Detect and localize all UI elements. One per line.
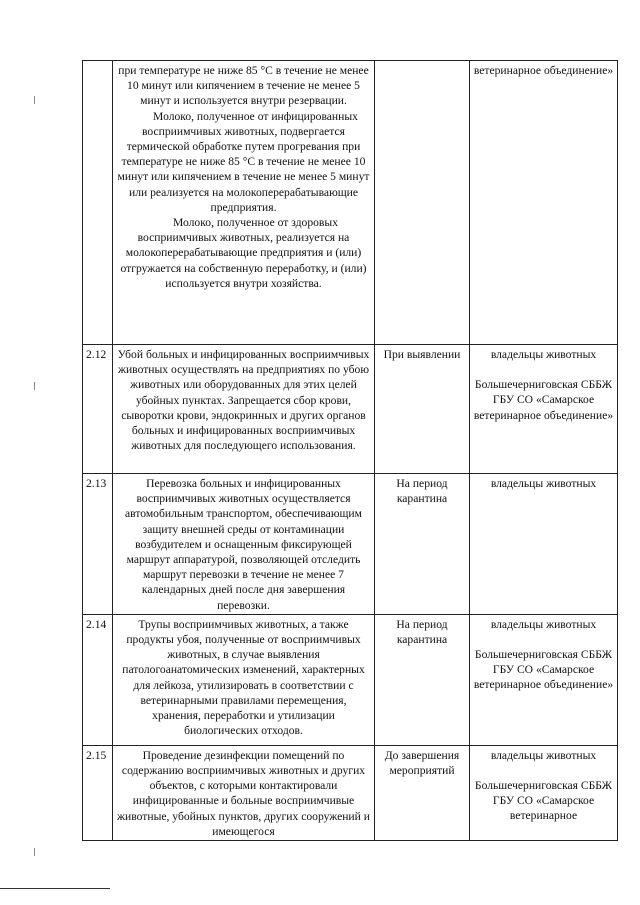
measure-paragraph: Убой больных и инфицированных восприимчивых животных осуществлять на предприятиях по убою животных или оборудованных для этих целей убойных пунктах. Запрещается сбор крови, сыворотки крови, эндокринных и других органов больных и инфицированных восприимчивых животных для последующего использования. — [117, 348, 370, 453]
measure-text — [113, 61, 375, 345]
row-number: 2.12 — [83, 345, 113, 474]
table-row — [83, 345, 618, 474]
table-row — [83, 745, 618, 840]
executor-cell — [470, 614, 618, 745]
row-number: 2.13 — [83, 474, 113, 615]
measure-text — [113, 474, 375, 615]
term-cell: До завершения мероприятий — [375, 745, 470, 840]
row-number: 2.15 — [83, 745, 113, 840]
table-row — [83, 474, 618, 615]
executor-cell — [470, 474, 618, 615]
term-cell: При выявлении — [375, 345, 470, 474]
executor-cell — [470, 61, 618, 345]
executor-cell — [470, 745, 618, 840]
row-number — [83, 61, 113, 345]
measure-paragraph: Проведение дезинфекции помещений по содержанию восприимчивых животных и других объектов, с которыми контактировали инфицированные и больные восприимчивые животные, убойных пунктов, других сооружений и имеющегося — [117, 748, 370, 838]
executor-line — [473, 632, 614, 647]
measures-table — [82, 60, 618, 841]
measure-paragraph: Перевозка больных и инфицированных восприимчивых животных осуществляется автомобильным транспортом, обеспечивающим защиту внешней среды от контаминации возбудителем и оснащенным фиксирующей маршрут аппаратурой, позволяющей отследить маршрут перевозки в течение не менее 7 календарных дней после дня завершения перевозки. — [125, 477, 362, 612]
scan-artifact — [34, 382, 35, 390]
executor-line: Большечерниговская СББЖ ГБУ СО «Самарское ветеринарное объединение» — [473, 648, 614, 692]
measure-paragraph: Молоко, полученное от здоровых восприимчивых животных, реализуется на молокоперерабатывающие предприятия и (или) отгружается на собственную переработку, и (или) используется внутри хозяйства. — [120, 216, 367, 290]
scan-artifact — [34, 96, 35, 104]
term-cell: На период карантина — [375, 614, 470, 745]
scan-artifact — [34, 848, 35, 856]
executor-line: Большечерниговская СББЖ ГБУ СО «Самарское ветеринарное объединение» — [473, 378, 614, 422]
measure-paragraph: при температуре не ниже 85 °С в течение не менее 10 минут или кипячением в течение не менее 5 минут и используется внутри резервации. — [118, 64, 369, 108]
measure-paragraph: Трупы восприимчивых животных, а также продукты убоя, полученные от восприимчивых животных, в случае выявления патологоанатомических изменений, характерных для лейкоза, утилизировать в соответствии с ветеринарными правилами перемещения, хранения, переработки и утилизации биологических отходов. — [122, 617, 365, 738]
executor-line — [473, 763, 614, 778]
executor-line — [473, 362, 614, 377]
row-number: 2.14 — [83, 614, 113, 745]
executor-cell — [470, 345, 618, 474]
table-row — [83, 614, 618, 745]
executor-line: владельцы животных — [490, 748, 597, 762]
measure-text — [113, 745, 375, 840]
executor-line: владельцы животных — [490, 348, 597, 361]
term-cell: На период карантина — [375, 474, 470, 615]
executor-line: Большечерниговская СББЖ ГБУ СО «Самарское ветеринарное — [474, 779, 613, 823]
measure-paragraph: Молоко, полученное от инфицированных восприимчивых животных, подвергается термической обработке путем прогревания при температуре не ниже 85 °С в течение не менее 10 минут или кипячением в течение не менее 5 минут или реализуется на молокоперерабатывающие предприятия. — [117, 109, 370, 214]
footer-rule — [0, 888, 110, 889]
measure-text — [113, 614, 375, 745]
executor-line: ветеринарное объединение» — [473, 64, 614, 77]
measure-text — [113, 345, 375, 474]
term-cell — [375, 61, 470, 345]
table-row — [83, 61, 618, 345]
executor-line: владельцы животных — [490, 477, 597, 490]
executor-line: владельцы животных — [490, 617, 597, 631]
